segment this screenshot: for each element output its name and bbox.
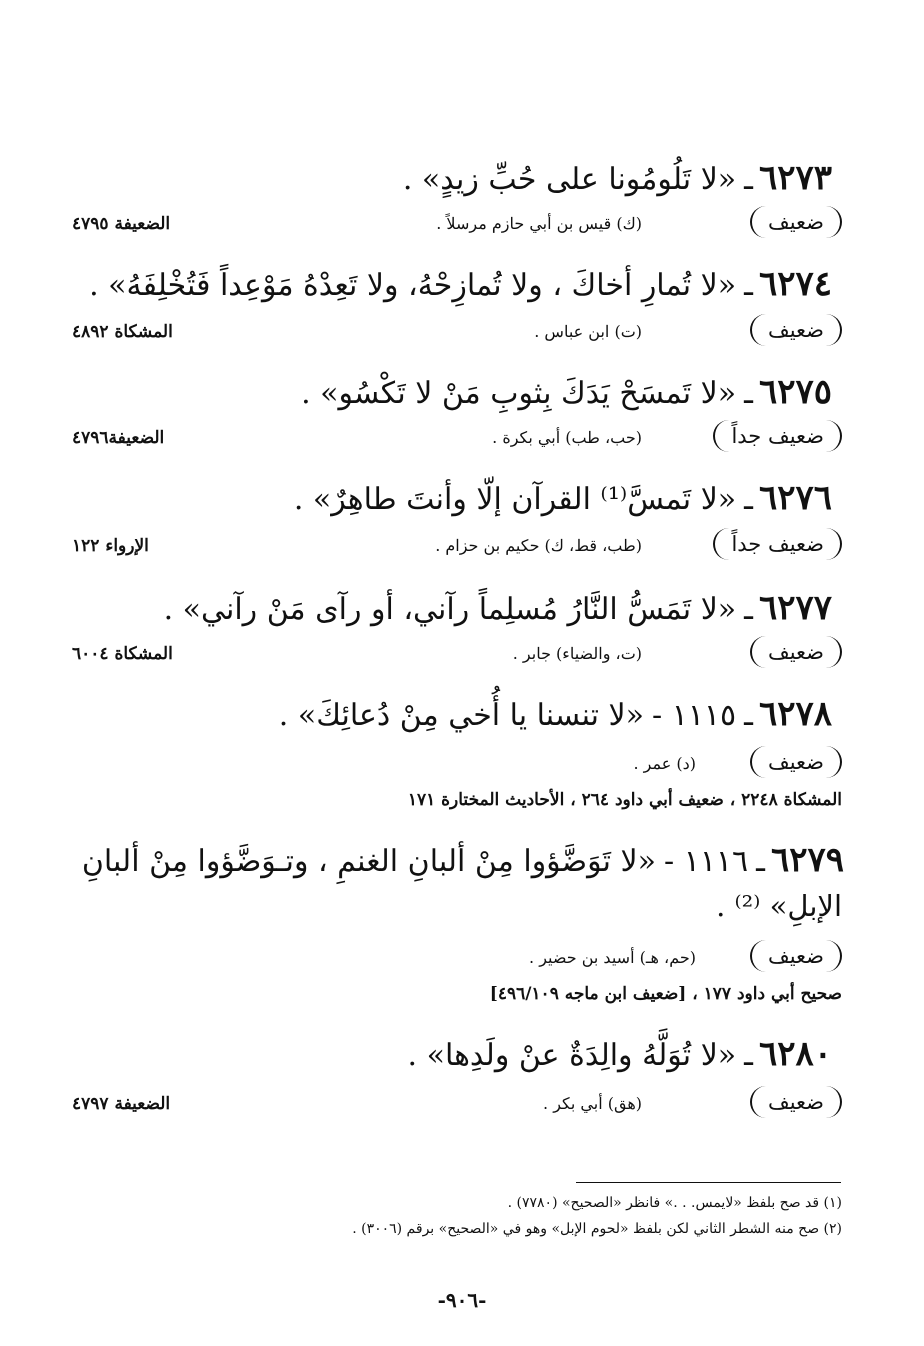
dash: ـ [744,698,753,733]
reference-line: صحيح أبي داود ١٧٧ ، [ضعيف ابن ماجه ٤٩٦/١٠٩] [489,984,842,1004]
grade-label: ضعيف جداً [713,528,842,560]
footnote: (١) قد صح بلفظ «لايمس. . .» فانظر «الصحيح» (٧٧٨٠) . [507,1195,842,1211]
source-text: (حم، هـ) أسيد بن حضير . [529,948,696,967]
footnote: (٢) صح منه الشطر الثاني لكن بلفظ «لحوم الإبل» وهو في «الصحيح» برقم (٣٠٠٦) . [352,1221,842,1237]
secondary-number: ١١١٦ - [664,844,749,879]
hadith-line [60,588,832,630]
reference: المشكاة ٦٠٠٤ [72,644,173,664]
hadith-meta [60,744,842,784]
hadith-meta [60,204,842,244]
hadith-text: «لا تَمسَحْ يَدَكَ بِثوبِ مَنْ لا تَكْسُو» . [301,376,737,411]
secondary-number: ١١١٥ - [652,698,737,733]
source-text: (هق) أبي بكر . [543,1094,642,1113]
hadith-meta [60,938,842,978]
reference-line: المشكاة ٢٢٤٨ ، ضعيف أبي داود ٢٦٤ ، الأحاديث المختارة ١٧١ [407,790,842,810]
grade-label: ضعيف [750,940,842,972]
dash: ـ [744,592,753,627]
hadith-text: «لا تَوَضَّؤوا مِنْ ألبانِ الغنمِ ، وتـوَضَّؤوا مِنْ ألبانِ [81,844,657,879]
reference: الضعيفة٤٧٩٦ [72,428,165,448]
footnote-divider [576,1182,841,1183]
hadith-number: ٦٢٧٤ [758,264,832,304]
dash: ـ [744,162,753,197]
hadith-line [60,372,832,414]
hadith-number: ٦٢٨٠ [758,1034,832,1074]
dash: ـ [744,376,753,411]
grade-label: ضعيف [750,746,842,778]
page-number: -٩٠٦- [437,1288,487,1312]
grade-label: ضعيف [750,636,842,668]
reference: الضعيفة ٤٧٩٥ [72,214,171,234]
grade-label: ضعيف [750,1086,842,1118]
dash: ـ [744,268,753,303]
hadith-meta [60,312,842,352]
source-text: (ت، والضياء) جابر . [512,644,642,663]
hadith-continuation: الإبلِ» ⁽²⁾ . [716,889,842,923]
hadith-meta [60,526,842,566]
hadith-line [60,264,832,306]
source-text: (ت) ابن عباس . [534,322,642,341]
reference: المشكاة ٤٨٩٢ [72,322,173,342]
hadith-line [60,694,832,736]
reference: الضعيفة ٤٧٩٧ [72,1094,171,1114]
dash: ـ [744,482,753,517]
hadith-line [56,840,844,882]
dash: ـ [744,1038,753,1073]
hadith-line [60,478,832,520]
hadith-text: «لا تنسنا يا أُخي مِنْ دُعائِكَ» . [278,698,645,733]
source-text: (ك) قيس بن أبي حازم مرسلاً . [436,214,642,233]
source-text: (حب، طب) أبي بكرة . [492,428,642,447]
hadith-meta [60,418,842,458]
dash: ـ [756,844,765,879]
hadith-text: «لا تَلُومُونا على حُبِّ زيدٍ» . [402,162,737,197]
hadith-number: ٦٢٧٣ [758,158,832,198]
hadith-text: «لا تُمارِ أخاكَ ، ولا تُمازِحْهُ، ولا تَعِدْهُ مَوْعِداً فَتُخْلِفَهُ» . [89,268,737,303]
source-text: (د) عمر . [633,754,696,773]
hadith-number: ٦٢٧٦ [758,478,832,518]
hadith-number: ٦٢٧٨ [758,694,832,734]
reference: الإرواء ١٢٢ [72,536,149,556]
grade-label: ضعيف [750,206,842,238]
grade-label: ضعيف [750,314,842,346]
hadith-meta [60,1084,842,1124]
hadith-text: «لا تَمسَّ⁽¹⁾ القرآن إلّا وأنتَ طاهِرٌ» . [293,482,737,517]
hadith-line [60,1034,832,1076]
source-text: (طب، قط، ك) حكيم بن حزام . [435,536,642,555]
hadith-text: «لا تَمَسُّ النَّارُ مُسلِماً رآني، أو رآى مَنْ رآني» . [163,592,737,627]
hadith-meta [60,634,842,674]
grade-label: ضعيف جداً [713,420,842,452]
hadith-text: «لا تُوَلَّهُ والِدَةٌ عنْ ولَدِها» . [407,1038,737,1073]
hadith-number: ٦٢٧٥ [758,372,832,412]
hadith-number: ٦٢٧٧ [758,588,832,628]
hadith-number: ٦٢٧٩ [770,840,844,880]
hadith-line [60,158,832,200]
